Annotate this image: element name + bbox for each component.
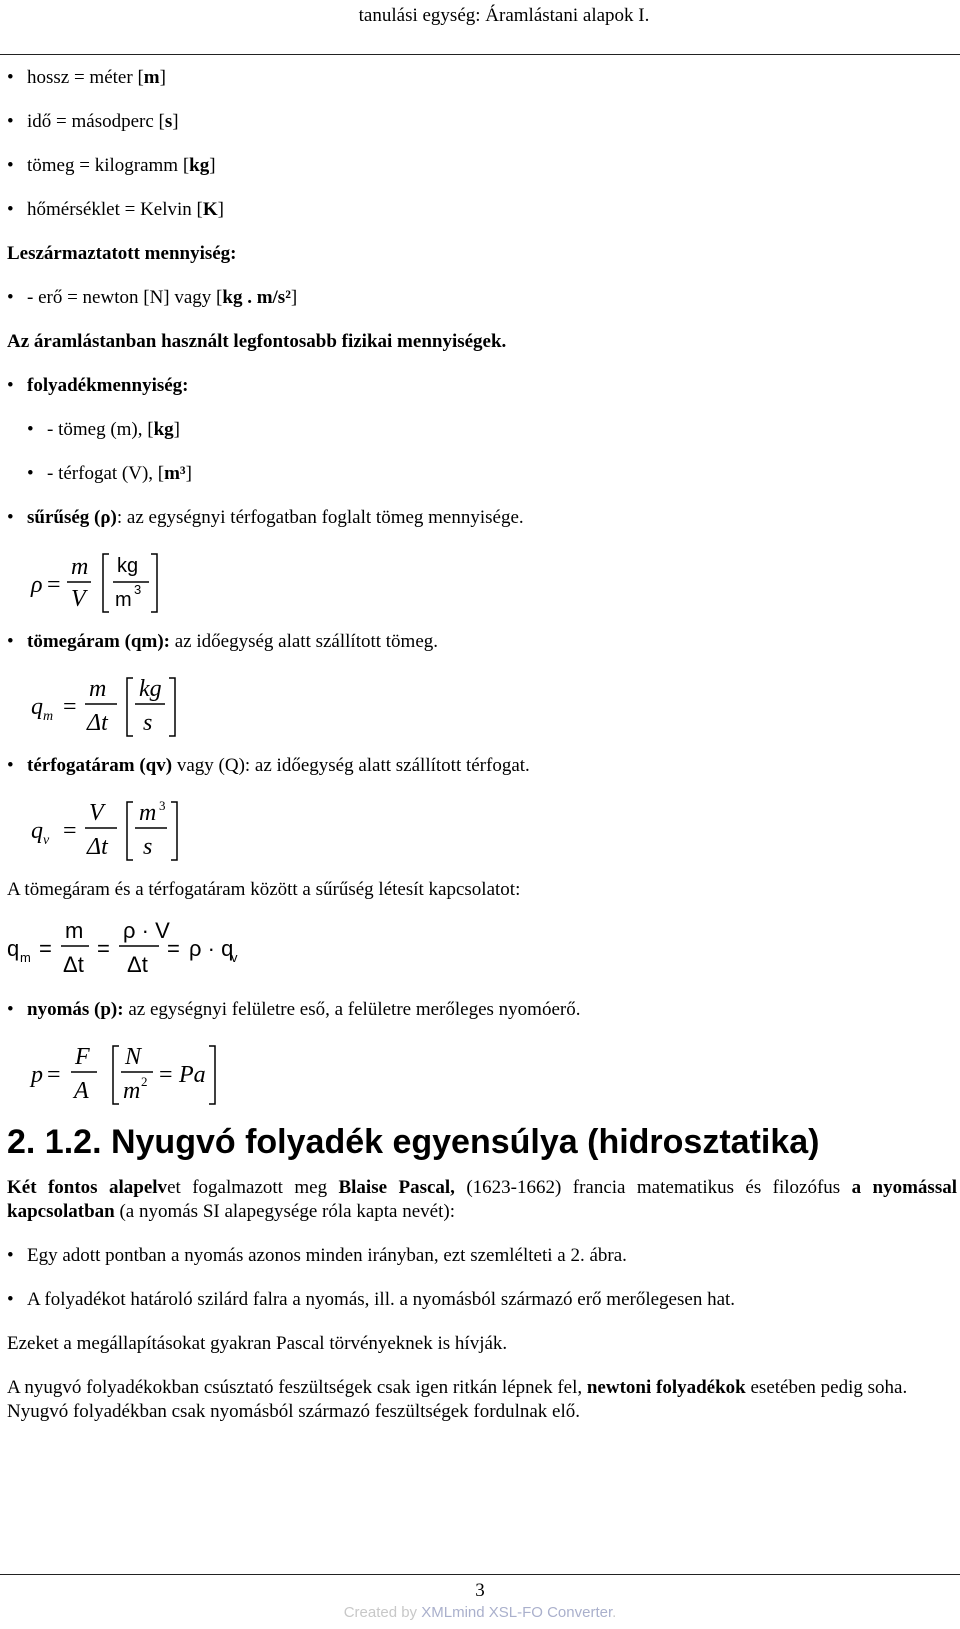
list-item-pascal-law-2: • A folyadékot határoló szilárd falra a nyomás, ill. a nyomásból származó erő merőlegesen hat. xyxy=(7,1289,736,1310)
derived-heading: Leszármaztatott mennyiség: xyxy=(7,243,237,264)
page-number: 3 xyxy=(475,1580,485,1601)
svg-text:m: m xyxy=(123,1078,141,1104)
converter-link[interactable]: XMLmind XSL-FO Converter xyxy=(421,1604,613,1621)
svg-text:ρ: ρ xyxy=(31,572,43,598)
relation-formula xyxy=(5,922,957,988)
list-item-fluid-quantity: • folyadékmennyiség: xyxy=(7,375,189,396)
svg-text:F: F xyxy=(75,1044,90,1070)
svg-text:q: q xyxy=(31,694,43,720)
pressure-formula xyxy=(27,1042,957,1112)
list-item-fluid-volume: • - térfogat (V), [m³] xyxy=(27,463,192,484)
svg-text:p: p xyxy=(31,1062,43,1088)
svg-text:V: V xyxy=(71,586,86,612)
list-item-volume-flow: • térfogatáram (qv) vagy (Q): az időegység alatt szállított térfogat. xyxy=(7,755,530,776)
relation-text: A tömegáram és a térfogatáram között a sűrűség létesít kapcsolatot: xyxy=(7,879,521,900)
page-content xyxy=(7,66,957,1444)
svg-text:Δt: Δt xyxy=(63,952,84,977)
svg-text:m: m xyxy=(20,950,31,965)
svg-text:m: m xyxy=(71,554,89,580)
svg-text:v: v xyxy=(231,950,238,965)
list-item-fluid-mass: • - tömeg (m), [kg] xyxy=(27,419,180,440)
svg-text:v: v xyxy=(43,833,50,848)
svg-text:3: 3 xyxy=(159,798,166,813)
svg-text:q: q xyxy=(31,818,43,844)
svg-text:=: = xyxy=(47,572,61,598)
svg-text:=: = xyxy=(167,936,180,961)
svg-text:kg: kg xyxy=(139,676,162,702)
volume-flow-formula xyxy=(27,798,957,868)
svg-text:=: = xyxy=(63,818,77,844)
svg-text:=: = xyxy=(47,1062,61,1088)
svg-text:V: V xyxy=(89,800,104,826)
header-title: tanulási egység: Áramlástani alapok I. xyxy=(358,5,650,26)
mass-flow-formula xyxy=(27,674,957,744)
svg-text:m: m xyxy=(89,676,107,702)
svg-text:3: 3 xyxy=(134,582,142,597)
svg-text:=: = xyxy=(63,694,77,720)
svg-text:=: = xyxy=(97,936,110,961)
svg-text:ρ · q: ρ · q xyxy=(189,936,234,961)
list-item-length: • hossz = méter [m] xyxy=(7,67,166,88)
svg-text:A: A xyxy=(74,1078,89,1104)
list-item-temperature: • hőmérséklet = Kelvin [K] xyxy=(7,199,224,220)
list-item-pressure: • nyomás (p): az egységnyi felületre eső, a felületre merőleges nyomóerő. xyxy=(7,999,581,1020)
svg-text:Pa: Pa xyxy=(179,1062,206,1088)
density-formula xyxy=(27,550,957,620)
list-item-mass: • tömeg = kilogramm [kg] xyxy=(7,155,216,176)
svg-text:m: m xyxy=(139,800,157,826)
pascal-paragraph: Két fontos alapelvet fogalmazott meg Blaise Pascal, (1623-1662) francia matematikus és filozófus a nyomással kapcsolatban (a nyomás SI alapegysége róla kapta nevét): xyxy=(7,1177,958,1222)
list-item-density: • sűrűség (ρ): az egységnyi térfogatban foglalt tömeg mennyisége. xyxy=(7,507,524,528)
svg-text:2: 2 xyxy=(141,1074,148,1089)
svg-text:m: m xyxy=(115,589,132,611)
fluid-heading: Az áramlástanban használt legfontosabb fizikai mennyiségek. xyxy=(7,331,507,352)
svg-text:s: s xyxy=(143,834,153,860)
svg-text:=: = xyxy=(159,1062,173,1088)
svg-text:m: m xyxy=(43,709,54,724)
svg-text:Δt: Δt xyxy=(87,834,108,860)
svg-text:m: m xyxy=(65,922,84,943)
list-item-force: • - erő = newton [N] vagy [kg . m/s²] xyxy=(7,287,298,308)
list-item-pascal-law-1: • Egy adott pontban a nyomás azonos minden irányban, ezt szemlélteti a 2. ábra. xyxy=(7,1245,627,1266)
converter-credit: Created by XMLmind XSL-FO Converter. xyxy=(343,1604,617,1621)
page-header xyxy=(0,0,960,55)
svg-text:s: s xyxy=(143,710,153,736)
section-heading: 2. 1.2. Nyugvó folyadék egyensúlya (hidrosztatika) xyxy=(7,1123,820,1161)
pascal-laws-note: Ezeket a megállapításokat gyakran Pascal törvényeknek is hívják. xyxy=(7,1333,508,1354)
svg-text:q: q xyxy=(7,936,20,961)
svg-text:Δt: Δt xyxy=(127,952,148,977)
footer-rule xyxy=(0,1574,960,1575)
list-item-mass-flow: • tömegáram (qm): az időegység alatt szállított tömeg. xyxy=(7,631,439,652)
svg-text:N: N xyxy=(125,1044,142,1070)
shear-stress-paragraph: A nyugvó folyadékokban csúsztató feszültségek csak igen ritkán lépnek fel, newtoni folyadékok esetében pedig soha. Nyugvó folyadékban csak nyomásból származó feszültségek fordulnak elő. xyxy=(7,1377,908,1422)
svg-text:kg: kg xyxy=(117,555,139,577)
svg-text:ρ · V: ρ · V xyxy=(123,922,170,943)
svg-text:Δt: Δt xyxy=(87,710,108,736)
list-item-time: • idő = másodperc [s] xyxy=(7,111,179,132)
svg-text:=: = xyxy=(39,936,52,961)
